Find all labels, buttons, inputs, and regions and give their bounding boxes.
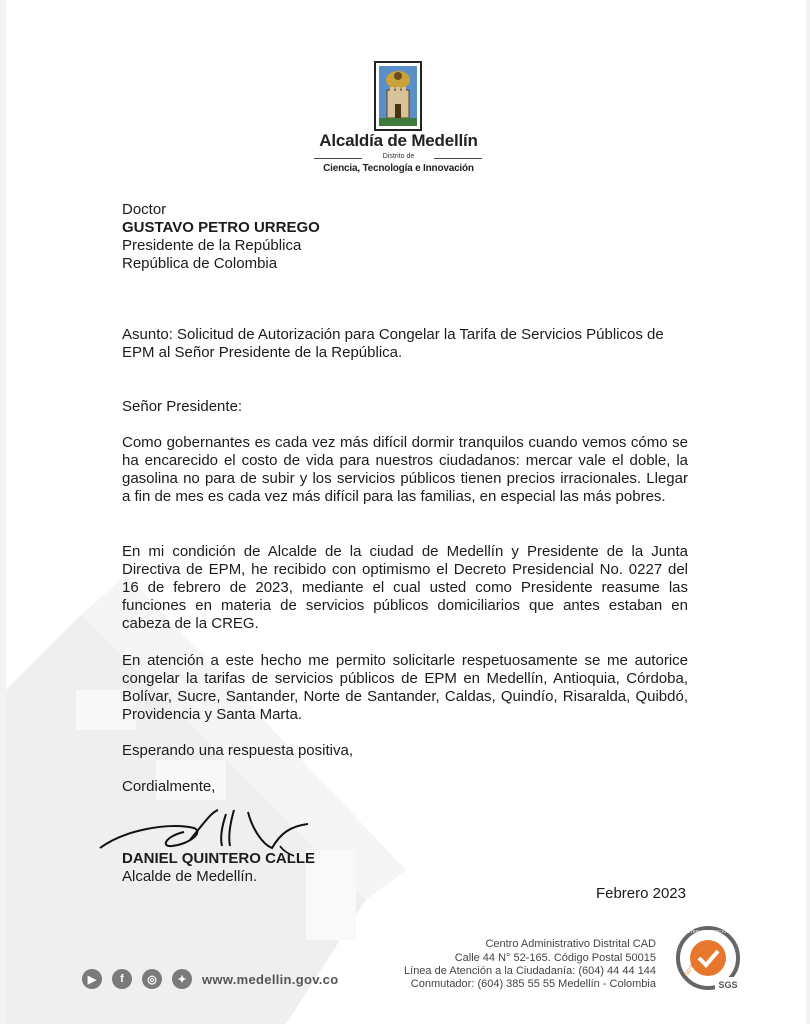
organization-district: Distrito de — [382, 153, 415, 160]
paragraph-2: En mi condición de Alcalde de la ciudad de Medellín y Presidente de la Junta Directiva de EPM, he recibido con optimismo el Decreto Presidencial No. 0227 del 16 de febrero de 2023, mediante el cual usted como Presidente reasume las funciones en materia de servicios públicos domiciliarios que antes estaban en cabeza de la CREG. — [122, 543, 688, 632]
recipient-country: República de Colombia — [122, 255, 278, 272]
address-line: Línea de Atención a la Ciudadanía: (604) 44 44 144 — [404, 965, 656, 977]
organization-name: Alcaldía de Medellín — [319, 131, 478, 150]
signer-role: Alcalde de Medellín. — [122, 868, 258, 885]
twitter-icon[interactable]: ✦ — [172, 969, 192, 989]
paragraph-1: Como gobernantes es cada vez más difícil dormir tranquilos cuando vemos cómo se ha encarecido el costo de vida para nuestros ciudadanos: mercar vale el doble, la gasolina no para de subir y los servicios públicos tienen precios irracionales. Llegar a fin de mes es cada vez más difícil para las familias, en especial las más pobres. — [122, 434, 688, 505]
divider-line — [434, 158, 482, 159]
facebook-icon[interactable]: f — [112, 969, 132, 989]
address-line: Conmutador: (604) 385 55 55 Medellín - Colombia — [410, 978, 656, 990]
certification-ring-text: SYSTEM CERTIFICATION — [681, 929, 735, 934]
greeting: Señor Presidente: — [122, 398, 243, 415]
recipient-name: GUSTAVO PETRO URREGO — [122, 219, 320, 236]
address-line: Calle 44 N° 52-165. Código Postal 50015 — [454, 952, 656, 964]
recipient-title: Doctor — [122, 201, 167, 218]
subject-line-1: Asunto: Solicitud de Autorización para Congelar la Tarifa de Servicios Públicos de — [122, 326, 664, 343]
closing: Cordialmente, — [122, 778, 216, 795]
signer-name: DANIEL QUINTERO CALLE — [122, 850, 316, 867]
letter-date: Febrero 2023 — [595, 885, 686, 902]
iso-certification-seal-icon — [673, 925, 743, 995]
recipient-role: Presidente de la República — [122, 237, 302, 254]
closing-wish: Esperando una respuesta positiva, — [122, 742, 353, 759]
paragraph-3: En atención a este hecho me permito solicitarle respetuosamente se me autorice congelar la tarifas de servicios públicos de EPM en Medellín, Antioquia, Córdoba, Bolívar, Sucre, Santander, Norte de Santander, Caldas, Quindío, Risaralda, Quibdó, Providencia y Santa Marta. — [122, 652, 688, 723]
sgs-label: SGS — [718, 980, 738, 990]
organization-motto: Ciencia, Tecnología e Innovación — [323, 163, 474, 174]
instagram-icon[interactable]: ◎ — [142, 969, 162, 989]
subject-line-2: EPM al Señor Presidente de la República. — [122, 344, 403, 361]
address-line: Centro Administrativo Distrital CAD — [485, 938, 656, 950]
website-link[interactable]: www.medellin.gov.co — [202, 972, 339, 987]
medellin-coat-of-arms-icon — [373, 60, 423, 132]
iso-label: ISO 9001 — [683, 956, 700, 978]
youtube-icon[interactable]: ▶ — [82, 969, 102, 989]
letter-page — [6, 0, 806, 1024]
